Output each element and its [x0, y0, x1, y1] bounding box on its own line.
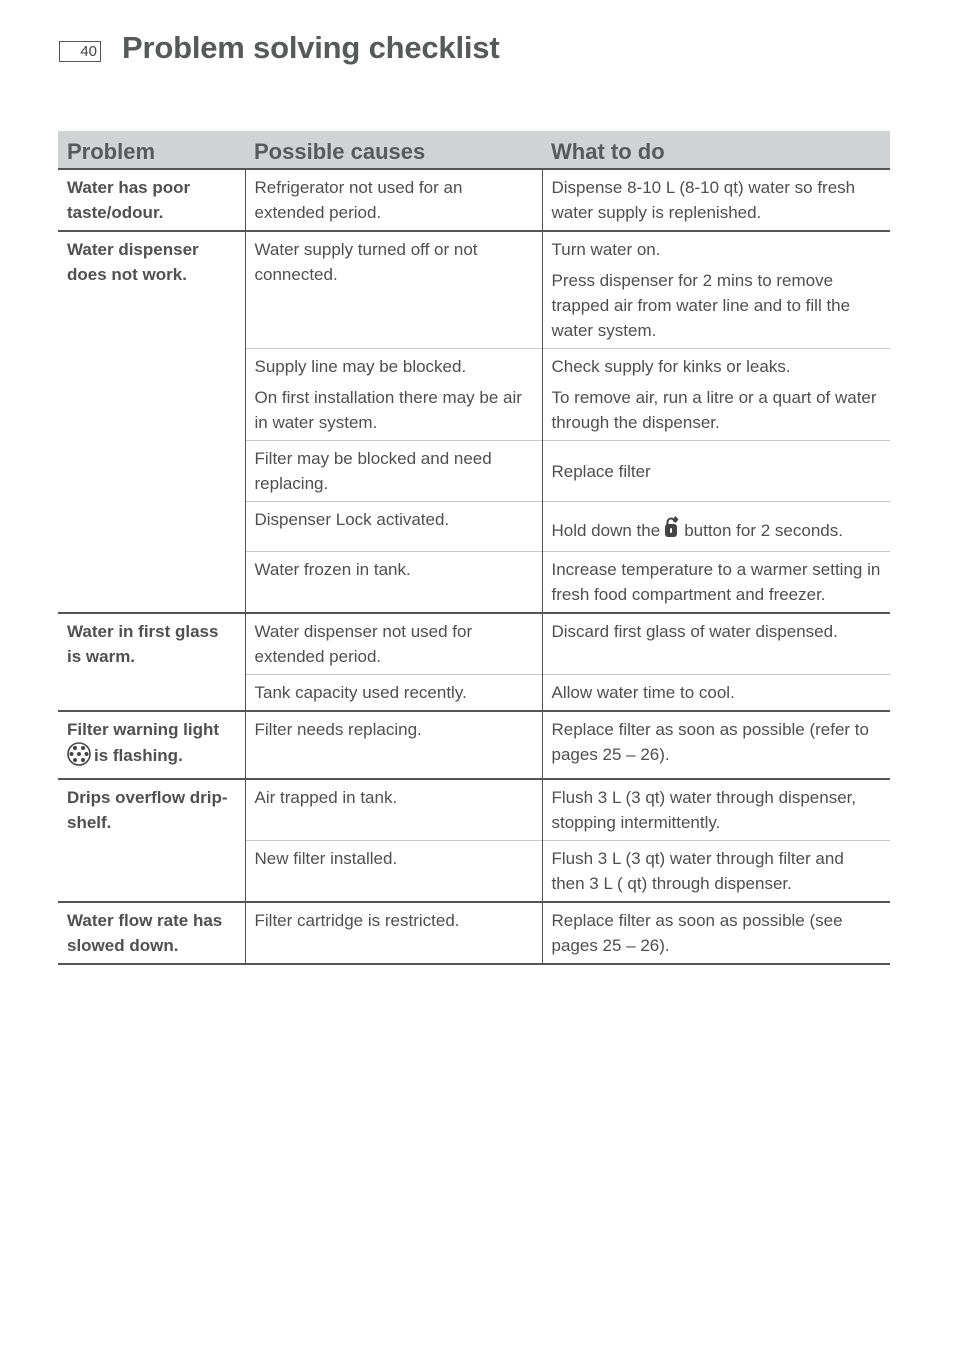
table-header-row — [58, 131, 890, 169]
cause-cell — [245, 231, 542, 349]
problem-cell: Drips overflow drip-shelf. — [58, 779, 245, 902]
todo-cell — [542, 349, 890, 441]
table-row — [58, 711, 890, 779]
cause-cell — [245, 902, 542, 964]
todo-text: Flush 3 L (3 qt) water through dispenser, stopping intermittently. — [551, 788, 857, 832]
todo-text: Turn water on. — [551, 240, 661, 259]
problem-text: is flashing. — [94, 746, 183, 765]
problem-cell — [58, 711, 245, 779]
cause-cell — [245, 502, 542, 552]
problem-checklist-table — [58, 131, 890, 965]
header-what-to-do: What to do — [542, 131, 890, 169]
cause-cell — [245, 841, 542, 903]
problem-cell: Water dispenser does not work. — [58, 231, 245, 613]
cause-text: Refrigerator not used for an extended period. — [254, 178, 463, 222]
cause-text: Water dispenser not used for extended period. — [254, 622, 473, 666]
cause-text: On first installation there may be air in water system. — [254, 388, 522, 432]
table-row — [58, 613, 890, 675]
todo-cell — [542, 711, 890, 779]
todo-text: Check supply for kinks or leaks. — [551, 357, 791, 376]
todo-cell — [542, 779, 890, 841]
cause-cell — [245, 613, 542, 675]
todo-text: Replace filter — [551, 461, 651, 481]
table-row — [58, 169, 890, 231]
table-row — [58, 902, 890, 964]
cause-cell — [245, 349, 542, 441]
cause-text: Supply line may be blocked. — [254, 357, 467, 376]
todo-cell — [542, 675, 890, 712]
cause-text: New filter installed. — [254, 849, 398, 868]
todo-cell — [542, 231, 890, 349]
cause-text: Filter cartridge is restricted. — [254, 911, 460, 930]
todo-cell — [542, 169, 890, 231]
cause-cell — [245, 779, 542, 841]
problem-cell: Water has poor taste/odour. — [58, 169, 245, 231]
header-possible-causes: Possible causes — [245, 131, 542, 169]
table-row — [58, 231, 890, 349]
todo-cell — [542, 552, 890, 614]
cause-cell — [245, 711, 542, 779]
cause-text: Filter may be blocked and need replacing. — [254, 449, 492, 493]
todo-cell — [542, 902, 890, 964]
problem-cell: Water in first glass is warm. — [58, 613, 245, 711]
cause-text: Tank capacity used recently. — [254, 683, 467, 702]
todo-cell — [542, 613, 890, 675]
cause-text: Water frozen in tank. — [254, 560, 411, 579]
table-row — [58, 779, 890, 841]
cause-text: Air trapped in tank. — [254, 788, 398, 807]
todo-text: Replace filter as soon as possible (refer to pages 25 – 26). — [551, 720, 869, 764]
todo-text: Flush 3 L (3 qt) water through filter and then 3 L ( qt) through dispenser. — [551, 849, 844, 893]
todo-text: Dispense 8-10 L (8-10 qt) water so fresh water supply is replenished. — [551, 178, 856, 222]
page-number: 40 — [59, 41, 101, 62]
todo-text-before-icon: Hold down the — [551, 521, 661, 540]
todo-cell — [542, 441, 890, 502]
lock-icon — [663, 515, 681, 546]
todo-text: Increase temperature to a warmer setting in fresh food compartment and freezer. — [551, 560, 881, 604]
filter-icon — [67, 742, 91, 773]
cause-cell — [245, 441, 542, 502]
todo-cell — [542, 502, 890, 552]
todo-cell — [542, 841, 890, 903]
todo-text: To remove air, run a litre or a quart of water through the dispenser. — [551, 388, 877, 432]
cause-cell — [245, 169, 542, 231]
cause-cell — [245, 552, 542, 614]
cause-text: Water supply turned off or not connected. — [254, 240, 478, 284]
cause-text: Filter needs replacing. — [254, 720, 422, 739]
todo-text-after-icon: button for 2 seconds. — [684, 521, 843, 540]
page-title: Problem solving checklist — [122, 30, 500, 65]
todo-text: Replace filter as soon as possible (see pages 25 – 26). — [551, 911, 843, 955]
cause-text: Dispenser Lock activated. — [254, 510, 450, 529]
todo-text: Press dispenser for 2 mins to remove trapped air from water line and to fill the water system. — [551, 271, 851, 340]
todo-text: Allow water time to cool. — [551, 683, 735, 702]
problem-text: Filter warning light — [67, 720, 220, 739]
header-problem: Problem — [58, 131, 245, 169]
todo-text: Discard first glass of water dispensed. — [551, 622, 838, 641]
cause-cell — [245, 675, 542, 712]
problem-cell: Water flow rate has slowed down. — [58, 902, 245, 964]
